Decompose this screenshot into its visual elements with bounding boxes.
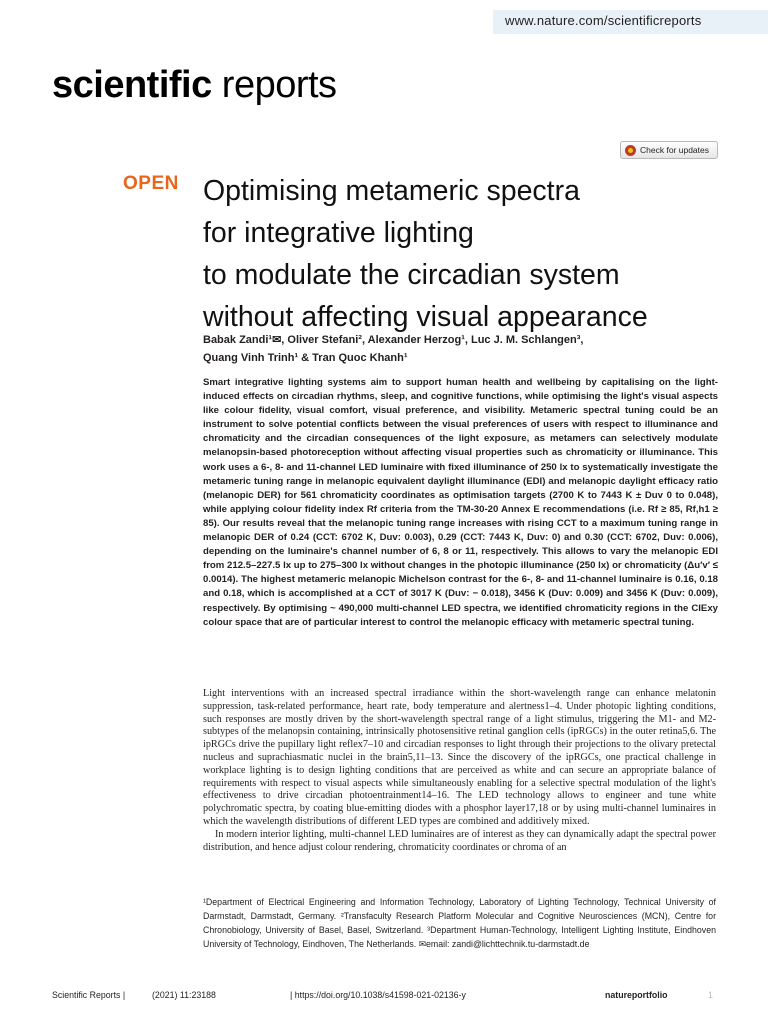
crossmark-icon bbox=[625, 145, 636, 156]
paragraph: Light interventions with an increased spectral irradiance within the short-wavelength range can enhance melatonin suppression, task-related performance, heart rate, body temperature and alertness1–4. Under photopic lighting conditions, such responses are mostly driven by the short-wavelength spectral range of a light stimulus, triggering the M1- and M2-subtypes of the melanopsin containing, intrinsically photosensitive retinal ganglion cells (ipRGCs) in the outer retina5,6. The ipRGCs drive the pupillary light reflex7–10 and circadian responses to light through their projections to the olivary pretectal nucleus and suprachiasmatic nuclei in the brain5,11–13. Since the discovery of the ipRGCs, one practical challenge in workplace lighting is to design lighting conditions that are perceived as white and can secure an appropriate balance of requirements with respect to visual aspects while simultaneously enabling for a selective spectral modulation of the light's effectiveness to drive circadian photoentrainment14–16. The LED technology allows to engineer and tune white polychromatic spectra, by coating blue-emitting diodes with a phosphor layer17,18 or by using multi-channel luminaires in which the wavelength distributions of different LED types are combined and additively mixed. bbox=[203, 688, 716, 827]
journal-url-link[interactable]: www.nature.com/scientificreports bbox=[505, 13, 702, 28]
footer-volume: (2021) 11:23188 bbox=[152, 990, 216, 1000]
title-line: for integrative lighting bbox=[203, 217, 474, 249]
body-text bbox=[203, 688, 716, 854]
logo-bold: scientific bbox=[52, 64, 212, 106]
publisher-logo: natureportfolio bbox=[605, 990, 668, 1000]
affiliations: ¹Department of Electrical Engineering and Information Technology, Laboratory of Lighting Technology, Technical University of Darmstadt, Darmstadt, Germany. ²Transfaculty Research Platform Molecular and Cognitive Neurosciences (MCN), Centre for Chronobiology, University of Basel, Basel, Switzerland. ³Department Human-Technology, Intelligent Lighting Institute, Eindhoven University of Technology, Eindhoven, The Netherlands. ✉email: zandi@lichttechnik.tu-darmstadt.de bbox=[203, 897, 716, 950]
logo-light: reports bbox=[211, 64, 337, 106]
abstract: Smart integrative lighting systems aim to support human health and wellbeing by capitalising on the light-induced effects on circadian rhythms, sleep, and cognitive functions, while optimising the light's visual aspects like colour fidelity, visual comfort, visual preference, and visibility. Metameric spectral tuning could be an instrument to solve potential conflicts between the visual preferences of users with respect to illuminance and chromaticity and the circadian consequences of the light exposure, as metamers can selectively modulate melanopsin-based photoreception without affecting visual properties such as chromaticity or illuminance. This work uses a 6-, 8- and 11-channel LED luminaire with fixed illuminance of 250 lx to systematically investigate the metameric tuning range in melanopic equivalent daylight illuminance (EDI) and melanopic daylight efficacy ratio (melanopic DER) for 561 chromaticity coordinates as optimisation targets (2700 K to 7443 K ± Duv 0 to 0.048), while applying colour fidelity index Rf criteria from the TM-30-20 Annex E recommendations (i.e. Rf ≥ 85, Rf,h1 ≥ 85). Our results reveal that the melanopic tuning range increases with rising CCT to a maximum tuning range in melanopic DER of 0.24 (CCT: 6702 K, Duv: 0.003), 0.29 (CCT: 7443 K, Duv: 0) and 0.30 (CCT: 6702, Duv: 0.006), depending on the luminaire's channel number of 6, 8 or 11, respectively. This allows to vary the melanopic EDI from 212.5–227.5 lx up to 275–300 lx without changes in the photopic illuminance (250 lx) or chromaticity (Δu′v′ ≤ 0.0014). The highest metameric melanopic Michelson contrast for the 6-, 8- and 11-channel luminaire is 0.16, 0.18 and 0.18, which is accomplished at a CCT of 3017 K (Duv: − 0.018), 3456 K (Duv: 0.009) and 3456 K (Duv: 0.009), respectively. By optimising ~ 490,000 multi-channel LED spectra, we identified chromaticity regions in the CIExy colour space that are of particular interest to control the melanopic efficacy with metameric spectral tuning. bbox=[203, 377, 718, 628]
journal-logo bbox=[52, 64, 337, 107]
paragraph: In modern interior lighting, multi-channel LED luminaires are of interest as they can dynamically adapt the spectral power distribution, and hence adjust colour rendering, chromaticity coordinates or chroma of an bbox=[203, 828, 716, 853]
article-title bbox=[203, 170, 743, 338]
check-for-updates-button[interactable] bbox=[620, 141, 718, 159]
title-line: to modulate the circadian system bbox=[203, 259, 620, 291]
author-line[interactable]: Babak Zandi¹✉, Oliver Stefani², Alexander Herzog¹, Luc J. M. Schlangen³, bbox=[203, 334, 584, 346]
author-line[interactable]: Quang Vinh Trinh¹ & Tran Quoc Khanh¹ bbox=[203, 352, 408, 364]
check-for-updates-label: Check for updates bbox=[640, 145, 709, 155]
footer-journal: Scientific Reports | bbox=[52, 990, 126, 1000]
footer-doi-link[interactable]: | https://doi.org/10.1038/s41598-021-02136-y bbox=[290, 990, 466, 1000]
title-line: without affecting visual appearance bbox=[203, 301, 648, 333]
title-line: Optimising metameric spectra bbox=[203, 175, 580, 207]
author-list bbox=[203, 331, 723, 367]
open-access-badge: OPEN bbox=[123, 173, 179, 194]
page-number: 1 bbox=[708, 990, 713, 1000]
